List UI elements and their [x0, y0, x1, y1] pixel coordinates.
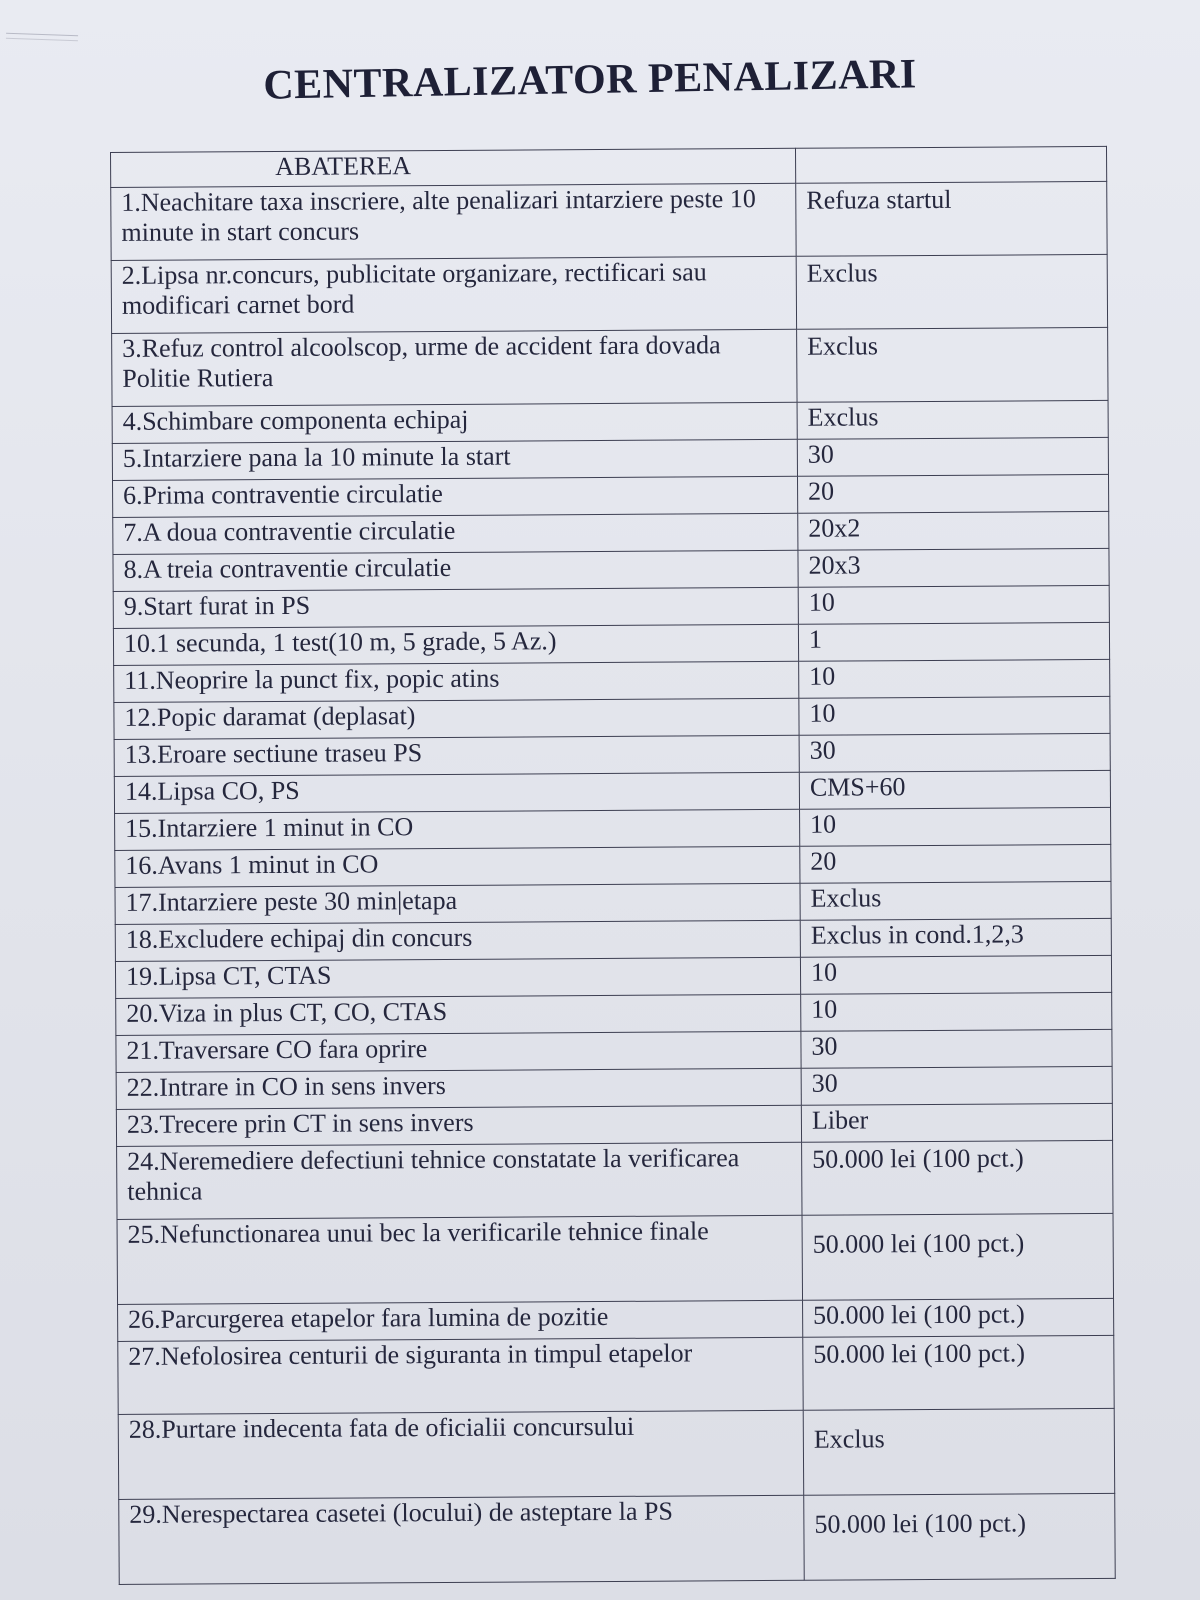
corner-scratch-mark: [6, 33, 78, 42]
table-row: [111, 181, 1107, 260]
penalty-cell: 50.000 lei (100 pct.): [803, 1335, 1114, 1410]
table-row: [119, 1493, 1116, 1584]
offense-cell: 23.Trecere prin CT in sens invers: [116, 1105, 801, 1146]
offense-cell: 9.Start furat in PS: [113, 587, 798, 628]
table-row: [112, 437, 1108, 480]
penalty-cell: 20x2: [798, 511, 1109, 550]
penalty-cell: 10: [801, 992, 1112, 1031]
penalty-cell: Refuza startul: [796, 181, 1107, 256]
penalties-table: [110, 146, 1116, 1585]
offense-cell: 6.Prima contraventie circulatie: [113, 476, 798, 517]
table-row: [113, 622, 1109, 665]
offense-cell: 27.Nefolosirea centurii de siguranta in timpul etapelor: [118, 1337, 803, 1414]
penalty-cell: 50.000 lei (100 pct.): [804, 1493, 1116, 1580]
table-row: [115, 807, 1111, 850]
table-row: [112, 400, 1108, 443]
penalty-cell: 10: [798, 585, 1109, 624]
offense-cell: 17.Intarziere peste 30 min|etapa: [115, 883, 800, 924]
penalty-cell: Liber: [801, 1103, 1112, 1142]
table-row: [115, 918, 1111, 961]
penalty-cell: 30: [799, 733, 1110, 772]
offense-cell: 2.Lipsa nr.concurs, publicitate organizare, rectificari sau modificari carnet bord: [111, 256, 796, 333]
table-row: [117, 1140, 1113, 1219]
penalty-cell: 50.000 lei (100 pct.): [803, 1298, 1114, 1337]
table-row: [116, 992, 1112, 1035]
header-abaterea: ABATEREA: [111, 148, 796, 187]
penalty-cell: Exclus: [803, 1408, 1115, 1495]
offense-cell: 15.Intarziere 1 minut in CO: [115, 809, 800, 850]
table-row: [114, 659, 1110, 702]
offense-cell: 7.A doua contraventie circulatie: [113, 513, 798, 554]
table-row: [115, 844, 1111, 887]
penalty-cell: 10: [800, 807, 1111, 846]
penalty-cell: 20: [800, 844, 1111, 883]
table-row: [117, 1213, 1114, 1304]
offense-cell: 3.Refuz control alcoolscop, urme de accident fara dovada Politie Rutiera: [112, 329, 797, 406]
penalty-cell: 30: [797, 437, 1108, 476]
penalty-cell: 50.000 lei (100 pct.): [802, 1140, 1113, 1215]
offense-cell: 19.Lipsa CT, CTAS: [115, 957, 800, 998]
header-penalty: [795, 146, 1106, 183]
table-row: [113, 585, 1109, 628]
table-row: [111, 254, 1107, 333]
penalty-cell: CMS+60: [799, 770, 1110, 809]
offense-cell: 13.Eroare sectiune traseu PS: [114, 735, 799, 776]
offense-cell: 28.Purtare indecenta fata de oficialii concursului: [118, 1410, 804, 1499]
table-row: [116, 1103, 1112, 1146]
offense-cell: 24.Neremediere defectiuni tehnice constatate la verificarea tehnica: [117, 1142, 802, 1219]
offense-cell: 1.Neachitare taxa inscriere, alte penalizari intarziere peste 10 minute in start concurs: [111, 183, 796, 260]
offense-cell: 22.Intrare in CO in sens invers: [116, 1068, 801, 1109]
table-row: [114, 770, 1110, 813]
offense-cell: 26.Parcurgerea etapelor fara lumina de pozitie: [118, 1300, 803, 1341]
offense-cell: 21.Traversare CO fara oprire: [116, 1031, 801, 1072]
table-row: [118, 1408, 1115, 1499]
offense-cell: 18.Excludere echipaj din concurs: [115, 920, 800, 961]
offense-cell: 29.Nerespectarea casetei (locului) de asteptare la PS: [119, 1495, 805, 1584]
penalty-cell: Exclus: [796, 254, 1107, 329]
table-row: [116, 1066, 1112, 1109]
penalty-cell: Exclus in cond.1,2,3: [800, 918, 1111, 957]
offense-cell: 8.A treia contraventie circulatie: [113, 550, 798, 591]
penalty-cell: Exclus: [797, 400, 1108, 439]
table-row: [113, 511, 1109, 554]
table-row: [113, 474, 1109, 517]
penalty-cell: 10: [800, 955, 1111, 994]
offense-cell: 11.Neoprire la punct fix, popic atins: [114, 661, 799, 702]
offense-cell: 5.Intarziere pana la 10 minute la start: [112, 439, 797, 480]
table-row: [115, 955, 1111, 998]
table-row: [114, 733, 1110, 776]
table-row: [118, 1298, 1114, 1341]
penalty-cell: 20x3: [798, 548, 1109, 587]
penalty-cell: 10: [799, 659, 1110, 698]
penalty-cell: 10: [799, 696, 1110, 735]
offense-cell: 20.Viza in plus CT, CO, CTAS: [116, 994, 801, 1035]
table-row: [113, 548, 1109, 591]
offense-cell: 4.Schimbare componenta echipaj: [112, 402, 797, 443]
offense-cell: 10.1 secunda, 1 test(10 m, 5 grade, 5 Az.): [113, 624, 798, 665]
penalties-table-container: [110, 146, 1115, 1585]
penalty-cell: 50.000 lei (100 pct.): [802, 1213, 1114, 1300]
document-title: CENTRALIZATOR PENALIZARI: [262, 51, 918, 109]
offense-cell: 25.Nefunctionarea unui bec la verificarile tehnice finale: [117, 1215, 803, 1304]
table-row: [115, 881, 1111, 924]
table-row: [116, 1029, 1112, 1072]
offense-cell: 14.Lipsa CO, PS: [114, 772, 799, 813]
table-row: [112, 327, 1108, 406]
penalty-cell: 1: [798, 622, 1109, 661]
table-row: [114, 696, 1110, 739]
penalty-cell: 20: [797, 474, 1108, 513]
penalty-cell: Exclus: [800, 881, 1111, 920]
offense-cell: 12.Popic daramat (deplasat): [114, 698, 799, 739]
penalty-cell: Exclus: [797, 327, 1108, 402]
table-row: [118, 1335, 1114, 1414]
penalty-cell: 30: [801, 1029, 1112, 1068]
penalty-cell: 30: [801, 1066, 1112, 1105]
offense-cell: 16.Avans 1 minut in CO: [115, 846, 800, 887]
